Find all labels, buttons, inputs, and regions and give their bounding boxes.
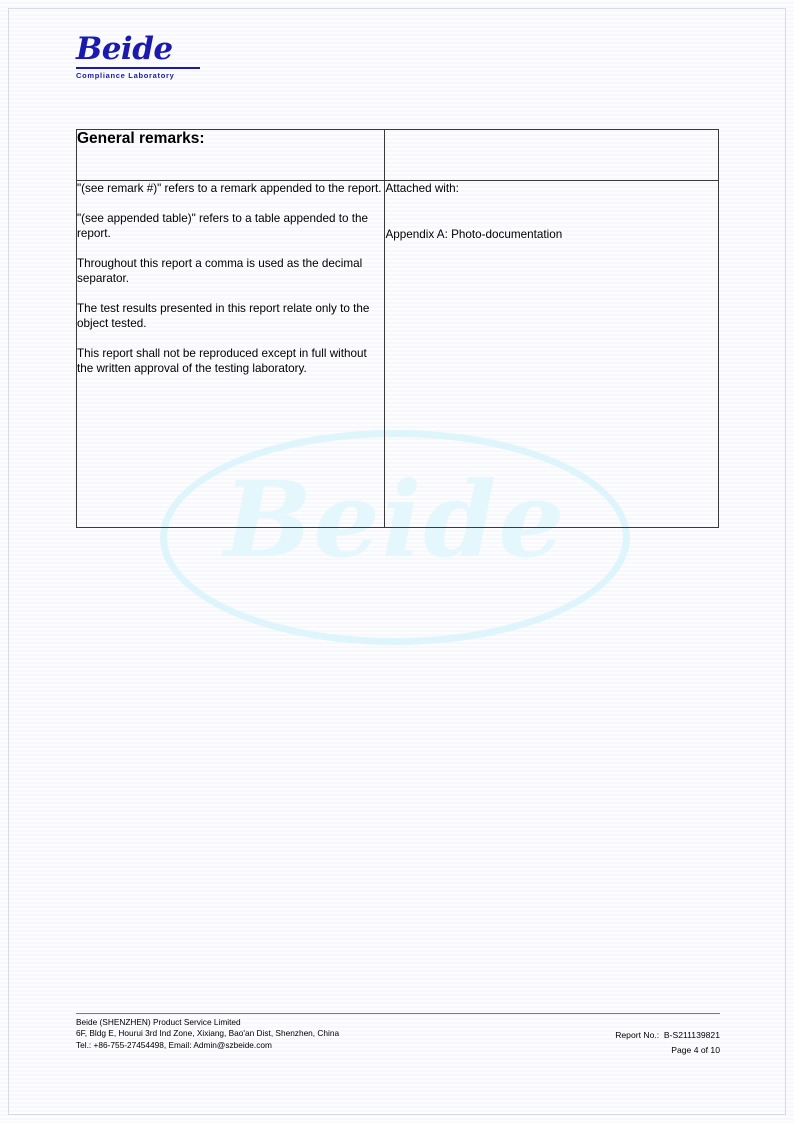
general-remarks-table	[76, 129, 719, 528]
footer-report-number-value: B-S211139821	[663, 1030, 720, 1040]
general-remarks-body-cell	[77, 181, 385, 528]
footer-page-info: Page 4 of 10	[671, 1045, 720, 1055]
table-row-header	[77, 130, 719, 181]
footer-report-number	[615, 1028, 720, 1043]
company-logo	[76, 32, 306, 80]
attached-body-cell	[385, 181, 719, 528]
attached-with-label: Attached with:	[385, 182, 459, 195]
footer-divider	[76, 1013, 720, 1014]
remark-item: "(see appended table)" refers to a table appended to the report.	[77, 212, 368, 240]
remark-item: "(see remark #)" refers to a remark appended to the report.	[77, 182, 382, 195]
logo-subtitle: Compliance Laboratory	[76, 71, 175, 80]
footer-address: 6F, Bldg E, Hourui 3rd Ind Zone, Xixiang, Bao'an Dist, Shenzhen, China	[76, 1028, 340, 1039]
attached-item: Appendix A: Photo-documentation	[385, 228, 563, 241]
footer-contact: Tel.: +86-755-27454498, Email: Admin@szbeide.com	[76, 1039, 272, 1050]
watermark-text: Beide	[223, 458, 567, 581]
general-remarks-header-cell	[77, 130, 385, 181]
attached-header-cell	[385, 130, 719, 181]
logo-divider	[76, 67, 200, 69]
remark-item: The test results presented in this report relate only to the object tested.	[77, 302, 370, 330]
logo-brand-text: Beide	[76, 31, 173, 67]
footer-report-number-label: Report No.:	[615, 1030, 660, 1040]
footer-company-block	[76, 1017, 339, 1051]
page-title: General remarks:	[77, 130, 205, 147]
remark-item: This report shall not be reproduced except in full without the written approval of the testing laboratory.	[77, 347, 367, 375]
page-footer	[76, 1013, 720, 1058]
footer-company-name: Beide (SHENZHEN) Product Service Limited	[76, 1017, 241, 1027]
footer-report-block	[615, 1017, 720, 1058]
remark-item: Throughout this report a comma is used as the decimal separator.	[77, 257, 363, 285]
table-row-body	[77, 181, 719, 528]
